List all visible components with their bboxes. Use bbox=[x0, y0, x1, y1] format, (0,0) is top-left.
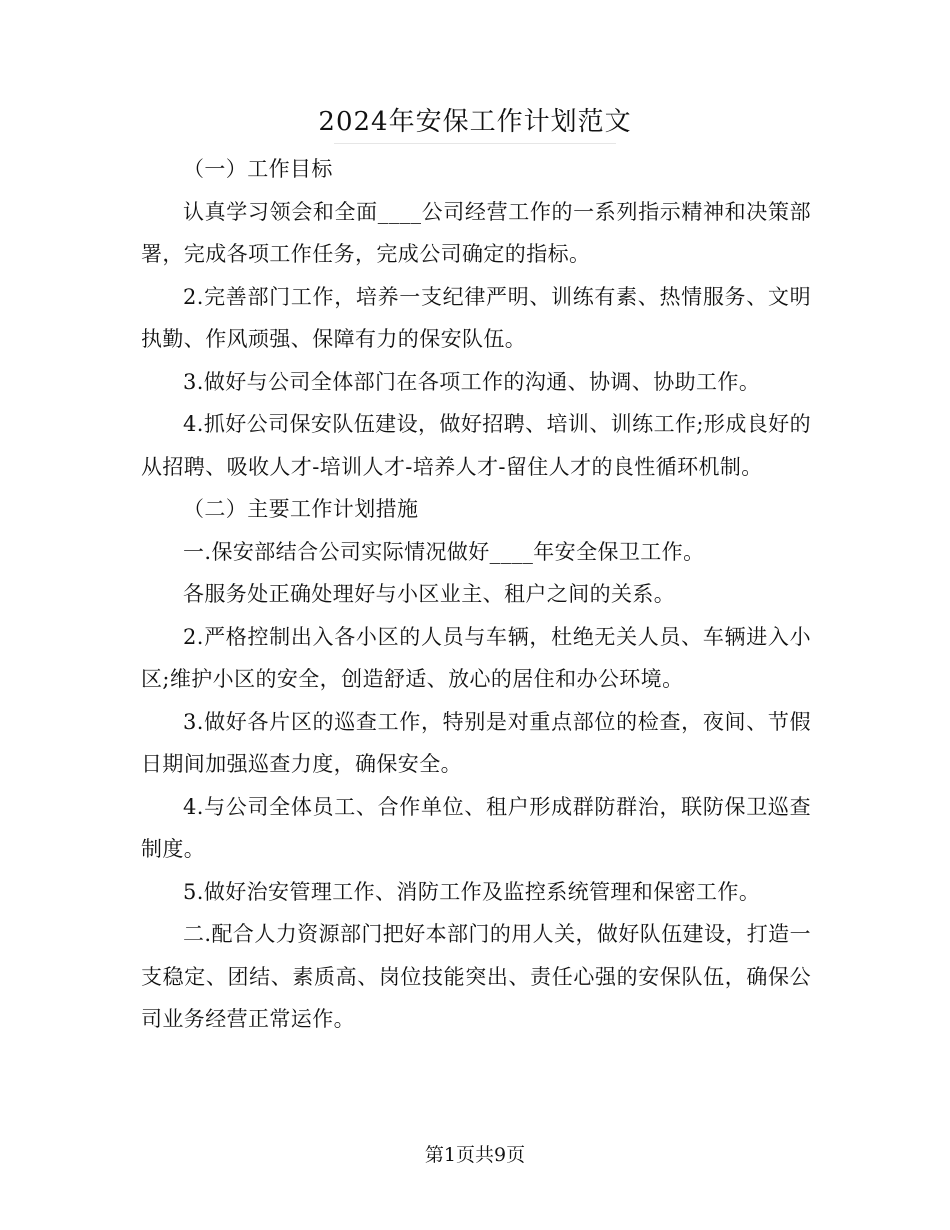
paragraph: 3.做好各片区的巡查工作，特别是对重点部位的检查，夜间、节假日期间加强巡查力度，确保安全。 bbox=[141, 709, 811, 776]
section-heading-goals: （一）工作目标 bbox=[183, 157, 333, 181]
document-title: 2024年安保工作计划范文 bbox=[318, 107, 632, 137]
paragraph: 4.抓好公司保安队伍建设，做好招聘、培训、训练工作;形成良好的从招聘、吸收人才-培训人才-培养人才-留住人才的良性循环机制。 bbox=[141, 412, 811, 479]
paragraph: 4.与公司全体员工、合作单位、租户形成群防群治，联防保卫巡查制度。 bbox=[141, 794, 811, 861]
paragraph: 5.做好治安管理工作、消防工作及监控系统管理和保密工作。 bbox=[183, 879, 761, 904]
title-underline bbox=[334, 143, 616, 144]
paragraph: 一.保安部结合公司实际情况做好____年安全保卫工作。 bbox=[183, 539, 705, 564]
paragraph: 3.做好与公司全体部门在各项工作的沟通、协调、协助工作。 bbox=[183, 369, 761, 394]
paragraph: 各服务处正确处理好与小区业主、租户之间的关系。 bbox=[183, 582, 676, 606]
page-number: 第1页共9页 bbox=[424, 1144, 526, 1166]
document-body bbox=[141, 148, 811, 1041]
paragraph: 认真学习领会和全面____公司经营工作的一系列指示精神和决策部署，完成各项工作任务，完成公司确定的指标。 bbox=[141, 199, 811, 266]
paragraph: 二.配合人力资源部门把好本部门的用人关，做好队伍建设，打造一支稳定、团结、素质高、岗位技能突出、责任心强的安保队伍，确保公司业务经营正常运作。 bbox=[141, 922, 811, 1031]
paragraph: 2.严格控制出入各小区的人员与车辆，杜绝无关人员、车辆进入小区;维护小区的安全，创造舒适、放心的居住和办公环境。 bbox=[141, 624, 811, 691]
section-heading-measures: （二）主要工作计划措施 bbox=[183, 497, 419, 521]
paragraph: 2.完善部门工作，培养一支纪律严明、训练有素、热情服务、文明执勤、作风顽强、保障有力的保安队伍。 bbox=[141, 284, 811, 351]
